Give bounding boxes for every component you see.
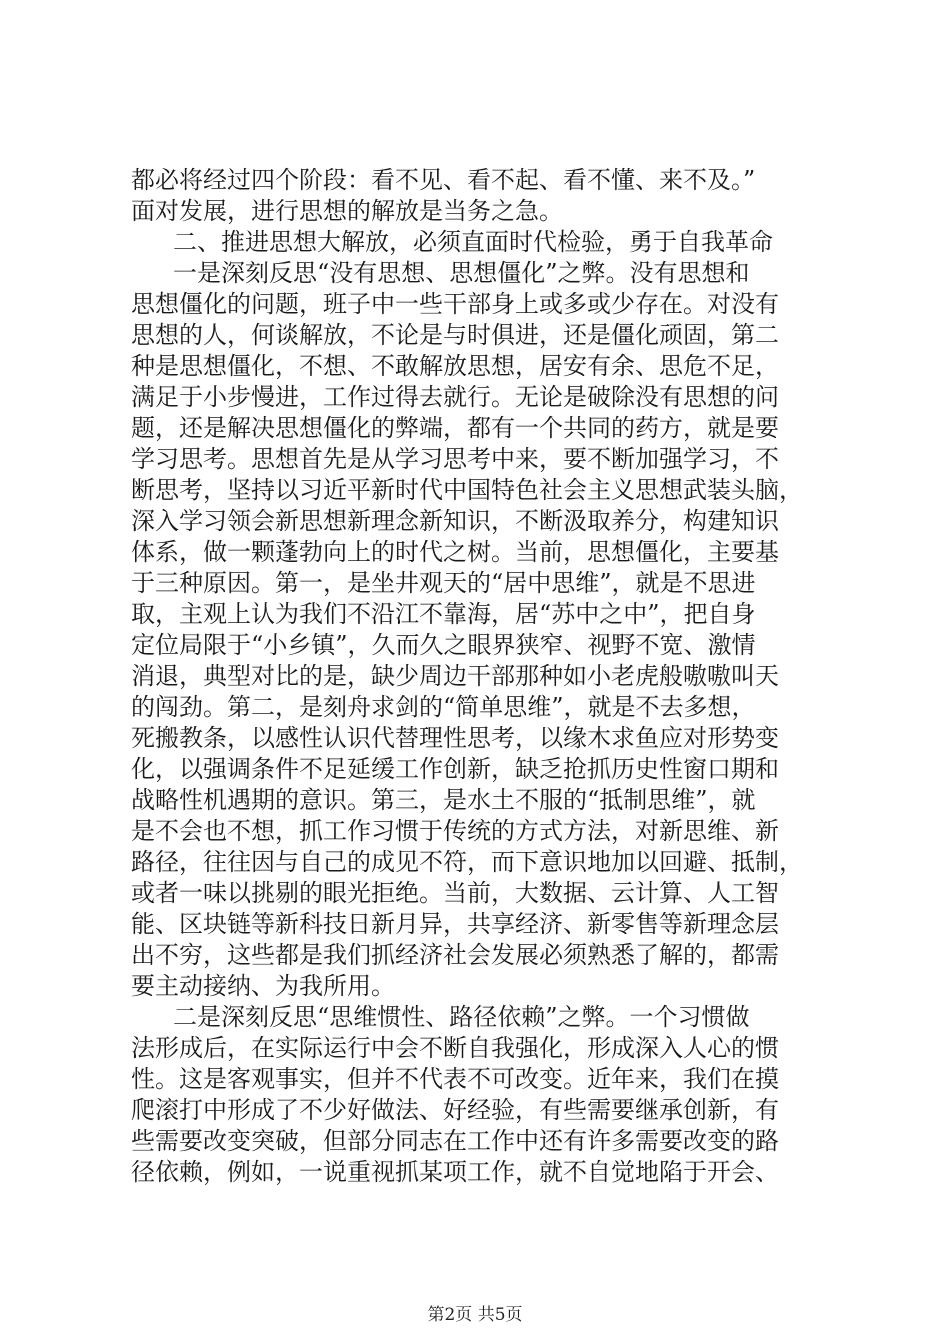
body-text [131,165,831,1188]
text-line: 都必将经过四个阶段：看不见、看不起、看不懂、来不及。” [131,166,756,194]
text-line: 是不会也不想，抓工作习惯于传统的方式方法，对新思维、新 [131,817,779,845]
text-line: 体系，做一颗蓬勃向上的时代之树。当前，思想僵化，主要基 [131,538,779,566]
text-line: 些需要改变突破，但部分同志在工作中还有许多需要改变的路 [131,1127,779,1155]
text-line: 出不穷，这些都是我们抓经济社会发展必须熟悉了解的，都需 [131,941,779,969]
text-line: 法形成后，在实际运行中会不断自我强化，形成深入人心的惯 [131,1034,779,1062]
text-line: 定位局限于“小乡镇”，久而久之眼界狭窄、视野不宽、激情 [131,631,756,659]
text-line: 死搬教条，以感性认识代替理性思考，以缘木求鱼应对形势变 [131,724,779,752]
text-line: 爬滚打中形成了不少好做法、好经验，有些需要继承创新，有 [131,1096,779,1124]
text-line: 路径，往往因与自己的成见不符，而下意识地加以回避、抵制， [131,848,803,876]
text-line: 取，主观上认为我们不沿江不靠海，居“苏中之中”，把自身 [131,600,756,628]
section-heading: 二、推进思想大解放，必须直面时代检验，勇于自我革命 [173,228,773,256]
text-line: 断思考，坚持以习近平新时代中国特色社会主义思想武装头脑， [131,476,803,504]
text-line: 径依赖，例如，一说重视抓某项工作，就不自觉地陷于开会、 [131,1158,779,1186]
page-footer: 第2页 共5页 [427,1305,523,1325]
text-line: 学习思考。思想首先是从学习思考中来，要不断加强学习，不 [131,445,779,473]
text-line: 思想的人，何谈解放，不论是与时俱进，还是僵化顽固，第二 [131,321,779,349]
paragraph-start: 一是深刻反思“没有思想、思想僵化”之弊。没有思想和 [173,259,750,287]
text-line: 化，以强调条件不足延缓工作创新，缺乏抢抓历史性窗口期和 [131,755,779,783]
text-line: 面对发展，进行思想的解放是当务之急。 [131,197,563,225]
text-line: 满足于小步慢进，工作过得去就行。无论是破除没有思想的问 [131,383,779,411]
text-line: 题，还是解决思想僵化的弊端，都有一个共同的药方，就是要 [131,414,779,442]
text-line: 性。这是客观事实，但并不代表不可改变。近年来，我们在摸 [131,1065,779,1093]
text-line: 能、区块链等新科技日新月异，共享经济、新零售等新理念层 [131,910,779,938]
text-line: 思想僵化的问题，班子中一些干部身上或多或少存在。对没有 [131,290,779,318]
paragraph-start: 二是深刻反思“思维惯性、路径依赖”之弊。一个习惯做 [173,1003,750,1031]
text-line: 于三种原因。第一，是坐井观天的“居中思维”，就是不思进 [131,569,756,597]
text-line: 深入学习领会新思想新理念新知识，不断汲取养分，构建知识 [131,507,779,535]
text-line: 或者一味以挑剔的眼光拒绝。当前，大数据、云计算、人工智 [131,879,779,907]
text-line: 消退，典型对比的是，缺少周边干部那种如小老虎般嗷嗷叫天 [131,662,779,690]
text-line: 的闯劲。第二，是刻舟求剑的“简单思维”，就是不去多想， [131,693,756,721]
text-line: 战略性机遇期的意识。第三，是水土不服的“抵制思维”，就 [131,786,756,814]
text-line: 要主动接纳、为我所用。 [131,972,395,1000]
text-line: 种是思想僵化，不想、不敢解放思想，居安有余、思危不足， [131,352,779,380]
